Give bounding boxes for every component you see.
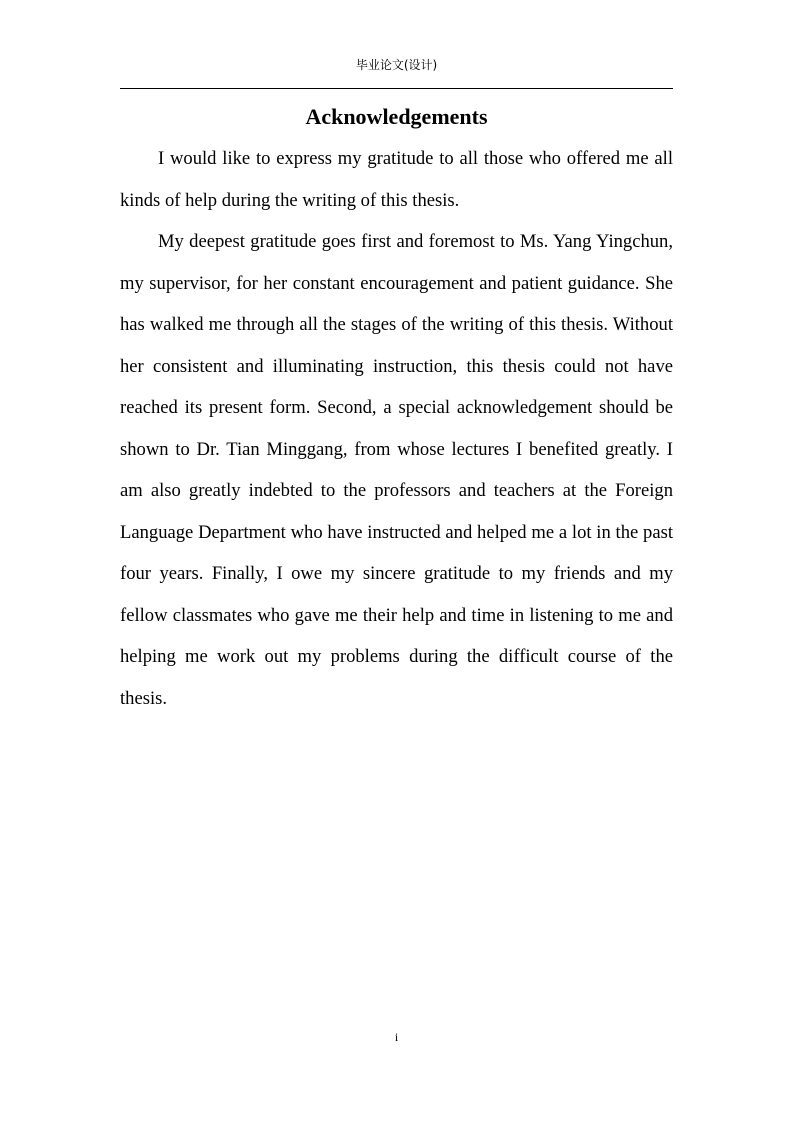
body-text bbox=[120, 138, 673, 719]
paragraph: I would like to express my gratitude to all those who offered me all kinds of help during the writing of this thesis. bbox=[120, 148, 673, 211]
paragraph: My deepest gratitude goes first and foremost to Ms. Yang Yingchun, my supervisor, for her constant encouragement and patient guidance. She has walked me through all the stages of the writing of this thesis. Without her consistent and illuminating instruction, this thesis could not have reached its present form. Second, a special acknowledgement should be shown to Dr. Tian Minggang, from whose lectures I benefited greatly. I am also greatly indebted to the professors and teachers at the Foreign Language Department who have instructed and helped me a lot in the past four years. Finally, I owe my sincere gratitude to my friends and my fellow classmates who gave me their help and time in listening to me and helping me work out my problems during the difficult course of the thesis. bbox=[120, 231, 673, 709]
page-title: Acknowledgements bbox=[305, 104, 488, 129]
running-header: 毕业论文(设计) bbox=[355, 58, 438, 72]
page-number: i bbox=[394, 1030, 399, 1044]
header-divider bbox=[120, 88, 673, 89]
